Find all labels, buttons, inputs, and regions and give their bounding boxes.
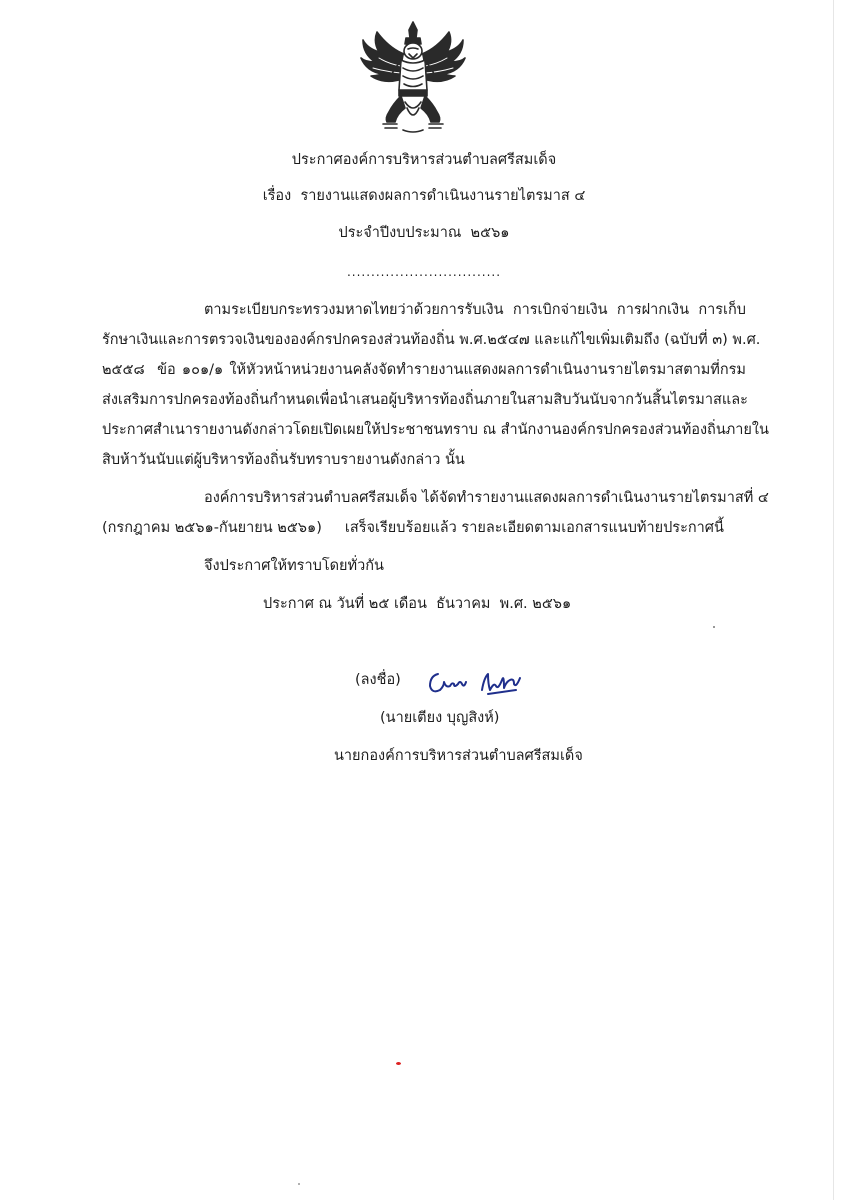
paragraph-1-line-6: สิบห้าวันนับแต่ผู้บริหารท้องถิ่นรับทราบรายงานดังกล่าว นั้น [102,452,465,468]
scan-speck [713,626,715,628]
signer-title: นายกองค์การบริหารส่วนตำบลศรีสมเด็จ [334,748,583,764]
paragraph-1-line-1: ตามระเบียบกระทรวงมหาดไทยว่าด้วยการรับเงิน การเบิกจ่ายเงิน การฝากเงิน การเก็บ [204,302,746,318]
title-separator: ................................ [346,265,502,279]
date-line: ประกาศ ณ วันที่ ๒๕ เดือน ธันวาคม พ.ศ. ๒๕๖๑ [263,596,572,612]
announcement-title: ประกาศองค์การบริหารส่วนตำบลศรีสมเด็จ [291,152,557,168]
paragraph-1-line-5: ประกาศสำเนารายงานดังกล่าวโดยเปิดเผยให้ประชาชนทราบ ณ สำนักงานองค์กรปกครองส่วนท้องถิ่นภายใน [102,422,769,438]
scan-speck [298,1183,300,1185]
scan-speck [396,1062,401,1065]
paragraph-1-line-4: ส่งเสริมการปกครองท้องถิ่นกำหนดเพื่อนำเสนอผู้บริหารท้องถิ่นภายในสามสิบวันนับจากวันสิ้นไตรมาสและ [102,392,748,408]
paragraph-2-line-1: องค์การบริหารส่วนตำบลศรีสมเด็จ ได้จัดทำรายงานแสดงผลการดำเนินงานรายไตรมาสที่ ๔ [204,490,769,506]
paragraph-1-line-3: ๒๕๕๘ ข้อ ๑๐๑/๑ ให้หัวหน้าหน่วยงานคลังจัดทำรายงานแสดงผลการดำเนินงานรายไตรมาสตามที่กรม [102,362,746,378]
paragraph-1-line-2: รักษาเงินและการตรวจเงินขององค์กรปกครองส่วนท้องถิ่น พ.ศ.๒๕๔๗ และแก้ไขเพิ่มเติมถึง (ฉบับที่ ๓) พ.ศ. [102,332,761,348]
signer-name: (นายเตียง บุญสิงห์) [380,710,500,726]
paragraph-2-line-2: (กรกฎาคม ๒๕๖๑-กันยายน ๒๕๖๑) เสร็จเรียบร้อยแล้ว รายละเอียดตามเอกสารแนบท้ายประกาศนี้ [102,520,724,536]
closing-line: จึงประกาศให้ทราบโดยทั่วกัน [204,558,384,574]
garuda-emblem-icon [359,18,467,136]
announcement-subject: เรื่อง รายงานแสดงผลการดำเนินงานรายไตรมาส ๔ [262,188,586,204]
signed-label: (ลงชื่อ) [355,672,401,688]
fiscal-year-line: ประจำปีงบประมาณ ๒๕๖๑ [338,225,510,241]
handwritten-signature [424,660,534,704]
